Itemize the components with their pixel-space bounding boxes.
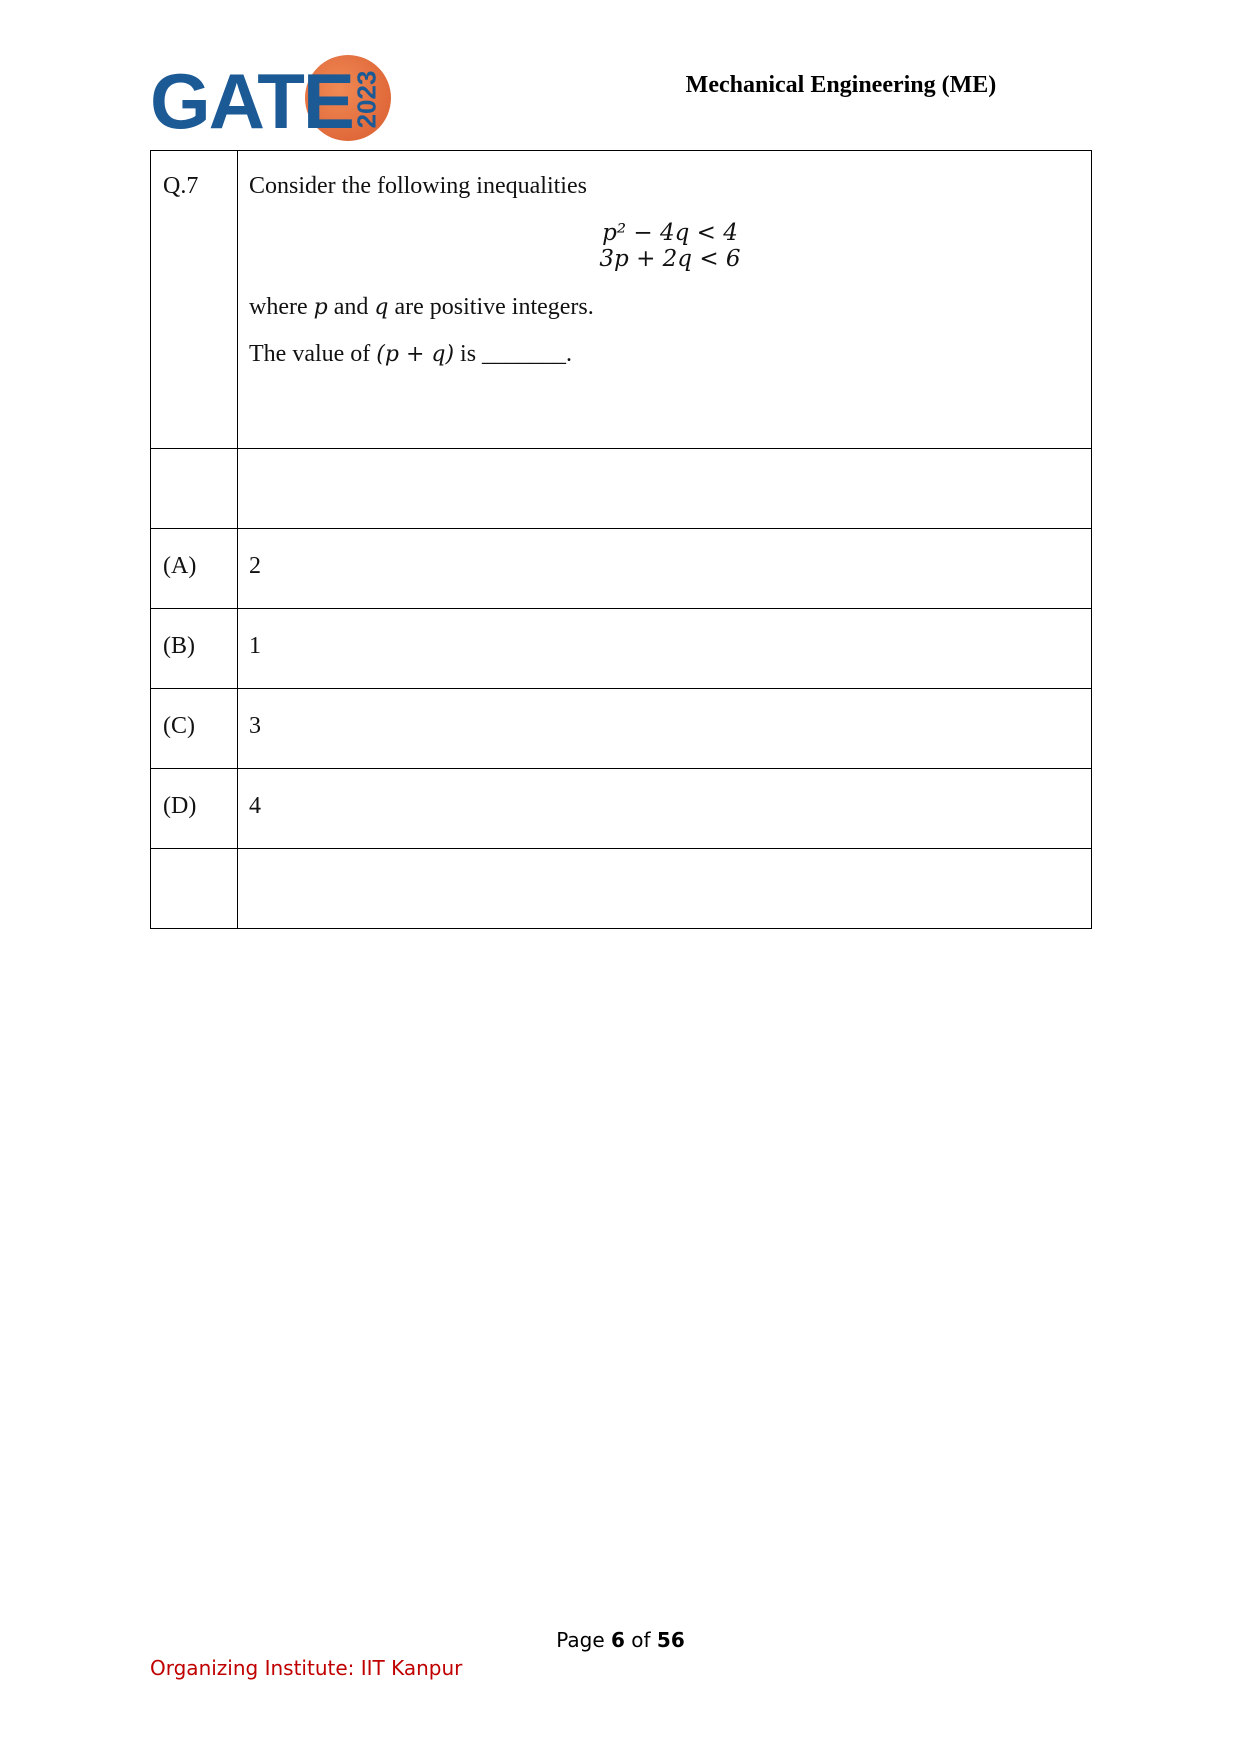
option-value: 4 bbox=[238, 769, 1092, 849]
option-label: (D) bbox=[151, 769, 238, 849]
page-number: Page 6 of 56 bbox=[556, 1628, 685, 1652]
option-label: (A) bbox=[151, 529, 238, 609]
option-row bbox=[151, 769, 1092, 849]
blank-row bbox=[151, 449, 1092, 529]
logo-year: 2023 bbox=[351, 70, 382, 128]
subject-title: Mechanical Engineering (ME) bbox=[685, 72, 997, 98]
inequality-1: p² − 4q < 4 bbox=[602, 220, 738, 246]
question-ask: The value of (p + q) is _______. bbox=[249, 341, 573, 367]
option-value: 1 bbox=[238, 609, 1092, 689]
question-condition: where p and q are positive integers. bbox=[249, 294, 594, 320]
option-row bbox=[151, 529, 1092, 609]
question-number: Q.7 bbox=[151, 151, 238, 449]
blank-row bbox=[151, 849, 1092, 929]
option-row bbox=[151, 609, 1092, 689]
option-label: (C) bbox=[151, 689, 238, 769]
option-label: (B) bbox=[151, 609, 238, 689]
option-value: 2 bbox=[238, 529, 1092, 609]
logo-text: GATE bbox=[150, 57, 353, 145]
question-stem bbox=[238, 151, 1092, 449]
question-table bbox=[150, 150, 1092, 929]
inequality-2: 3p + 2q < 6 bbox=[599, 246, 741, 272]
question-row bbox=[151, 151, 1092, 449]
option-row bbox=[151, 689, 1092, 769]
organizing-institute: Organizing Institute: IIT Kanpur bbox=[150, 1656, 463, 1680]
question-intro: Consider the following inequalities bbox=[249, 173, 587, 199]
option-value: 3 bbox=[238, 689, 1092, 769]
gate-logo bbox=[150, 55, 390, 145]
